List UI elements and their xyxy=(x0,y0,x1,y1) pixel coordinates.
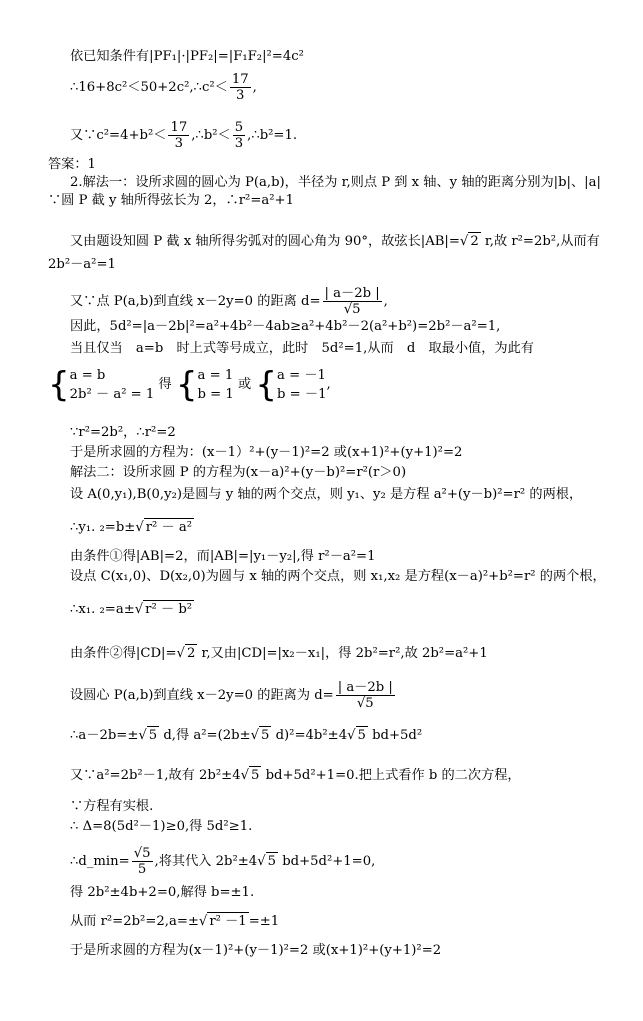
text-line: ∵圆 P 截 y 轴所得弦长为 2，∴r²=a²+1 xyxy=(48,193,294,208)
text-line xyxy=(70,644,488,663)
sqrt-sign: √ xyxy=(257,854,266,869)
text-segment: ,∴b²=1. xyxy=(247,128,298,143)
sqrt-sign: √ xyxy=(459,234,469,249)
text-line xyxy=(70,766,521,785)
text-segment: r,故 r²=2b²,从而有 xyxy=(480,234,600,249)
text-segment: bd+5d² xyxy=(367,728,423,743)
text-segment: ∴d_min= xyxy=(70,854,130,869)
text-segment: ∴16+8c²＜50+2c²,∴c²＜ xyxy=(70,80,228,95)
text-line xyxy=(70,232,600,251)
sqrt-radicand: 2 xyxy=(470,234,479,249)
text-segment: r,又由|CD|=|x₂－x₁|，得 2b²=r²,故 2b²=a²+1 xyxy=(197,646,488,661)
text-segment: 又∵c²=4+b²＜ xyxy=(70,128,167,143)
text-segment: , xyxy=(383,294,388,309)
sqrt-radicand: 5 xyxy=(251,768,260,783)
equation-system xyxy=(255,366,326,404)
sqrt-sign: √ xyxy=(198,914,208,929)
equation-system xyxy=(48,366,154,404)
text-segment: d,得 a²=(2b± xyxy=(159,728,251,743)
sqrt-sign: √ xyxy=(240,768,249,783)
text-line: 2.解法一：设所求圆的圆心为 P(a,b)，半径为 r,则点 P 到 x 轴、y 轴的距离分别为|b|、|a| xyxy=(70,175,601,190)
system-row: 2b² － a² = 1 xyxy=(69,387,155,402)
fraction-numerator: | a－2b | xyxy=(324,286,380,301)
text-line: 因此，5d²=|a－2b|²=a²+4b²－4ab≥a²+4b²－2(a²+b²)=2b²－a²=1, xyxy=(70,319,501,334)
text-segment: 又∵点 P(a,b)到直线 x－2y=0 的距离 d= xyxy=(70,294,321,309)
system-row: a = －1 xyxy=(277,368,326,383)
text-line: 依已知条件有|PF₁|·|PF₂|=|F₁F₂|²=4c² xyxy=(70,49,304,64)
brace: { xyxy=(175,365,198,405)
text-segment: ,∴b²＜ xyxy=(191,128,231,143)
text-line: 由条件①得|AB|=2，而|AB|=|y₁－y₂|,得 r²－a²=1 xyxy=(70,549,376,564)
text-segment: ,将其代入 2b²±4 xyxy=(154,854,258,869)
root-line xyxy=(70,600,194,619)
distance-line xyxy=(70,680,397,711)
inequality-line xyxy=(70,72,257,103)
text-segment: 由条件②得|CD|= xyxy=(70,646,177,661)
sqrt-radicand: r² － b² xyxy=(145,602,193,617)
fraction xyxy=(230,72,251,103)
text-segment: 从而 r²=2b²=2,a=± xyxy=(70,914,199,929)
sqrt-sign: √ xyxy=(138,728,147,743)
system-row: b = 1 xyxy=(197,387,234,402)
fraction-denominator: 3 xyxy=(234,136,244,151)
text-line: 解法二：设所求圆 P 的方程为(x－a)²+(y－b)²=r²(r＞0) xyxy=(70,465,407,480)
text-line xyxy=(70,726,422,745)
fraction xyxy=(168,120,189,151)
text-segment: 又由题设知圆 P 截 x 轴所得劣弧对的圆心角为 90°，故弦长|AB|= xyxy=(70,234,460,249)
text-line: 于是所求圆的方程为(x－1)²+(y－1)²=2 或(x+1)²+(y+1)²=2 xyxy=(70,943,442,958)
text-line: 设点 C(x₁,0)、D(x₂,0)为圆与 x 轴的两个交点，则 x₁,x₂ 是方程(x－a)²+b²=r² 的两个根， xyxy=(70,569,606,584)
fraction-numerator: 5 xyxy=(234,120,244,135)
text-segment: 设圆心 P(a,b)到直线 x－2y=0 的距离为 d= xyxy=(70,688,334,703)
brace: { xyxy=(48,365,70,405)
sqrt-radicand: 5 xyxy=(267,854,276,869)
text-line: 于是所求圆的方程为：(x－1）²+(y－1)²=2 或(x+1)²+(y+1)²=2 xyxy=(70,445,463,460)
text-segment: , xyxy=(326,377,331,392)
fraction-numerator: 17 xyxy=(170,120,188,135)
sqrt-radicand: r² － a² xyxy=(145,520,193,535)
equation-system xyxy=(176,366,234,404)
text-line: ∵r²=2b²，∴r²=2 xyxy=(70,425,176,440)
system-row: a = b xyxy=(69,368,106,383)
sqrt-radicand: 5 xyxy=(357,728,366,743)
sqrt-sign: √ xyxy=(347,728,356,743)
sqrt-radicand: r² －1 xyxy=(209,914,247,929)
text-segment: d)²=4b²±4 xyxy=(271,728,348,743)
text-line: 2b²－a²=1 xyxy=(48,257,116,272)
system-row: a = 1 xyxy=(197,368,234,383)
fraction-denominator: 3 xyxy=(174,136,184,151)
fraction-denominator: 5 xyxy=(137,862,147,877)
text-line: 当且仅当 a=b 时上式等号成立，此时 5d²=1,从而 d 取最小值，为此有 xyxy=(70,341,534,356)
system-row: b = －1 xyxy=(277,387,327,402)
fraction-numerator: 17 xyxy=(231,72,249,87)
text-segment: , xyxy=(252,80,257,95)
text-segment: =±1 xyxy=(248,914,280,929)
root-line xyxy=(70,912,279,931)
fraction-denominator: √5 xyxy=(356,696,374,711)
sqrt-radicand: 2 xyxy=(186,646,196,661)
text-segment: bd+5d²+1=0, xyxy=(278,854,376,869)
sqrt-radicand: 5 xyxy=(148,728,158,743)
text-line: 设 A(0,y₁),B(0,y₂)是圆与 y 轴的两个交点，则 y₁、y₂ 是方程 a²+(y－b)²=r² 的两根， xyxy=(70,487,583,502)
text-line: ∴ Δ=8(5d²－1)≥0,得 5d²≥1. xyxy=(70,819,253,834)
sqrt-sign: √ xyxy=(250,728,260,743)
inequality-line xyxy=(70,120,297,151)
equation-systems xyxy=(48,366,331,404)
brace: { xyxy=(255,365,278,405)
text-line: ∵方程有实根. xyxy=(70,799,154,814)
sqrt-sign: √ xyxy=(134,602,144,617)
text-line: 得 2b²±4b+2=0,解得 b=±1. xyxy=(70,885,255,900)
fraction xyxy=(132,846,153,877)
text-segment: ∴a－2b=± xyxy=(70,728,139,743)
text-segment: 又∵a²=2b²－1,故有 2b²±4 xyxy=(70,768,241,783)
distance-line xyxy=(70,286,388,317)
fraction xyxy=(336,680,395,711)
fraction-denominator: √5 xyxy=(343,302,361,317)
fraction-denominator: 3 xyxy=(236,88,245,103)
fraction-numerator: √5 xyxy=(133,846,151,861)
fraction xyxy=(233,120,245,151)
text-segment: ∴x₁. ₂=a± xyxy=(70,602,135,617)
text-segment: bd+5d²+1=0.把上式看作 b 的二次方程， xyxy=(261,768,521,783)
minimum-line xyxy=(70,846,375,877)
root-line xyxy=(70,518,194,537)
sqrt-sign: √ xyxy=(176,646,185,661)
sqrt-radicand: 5 xyxy=(261,728,270,743)
text-segment: 得 xyxy=(158,377,172,392)
answer-line: 答案：1 xyxy=(48,157,96,172)
fraction xyxy=(323,286,382,317)
text-segment: ∴y₁. ₂=b± xyxy=(70,520,136,535)
fraction-numerator: | a－2b | xyxy=(337,680,393,695)
text-segment: 或 xyxy=(238,377,252,392)
sqrt-sign: √ xyxy=(135,520,144,535)
